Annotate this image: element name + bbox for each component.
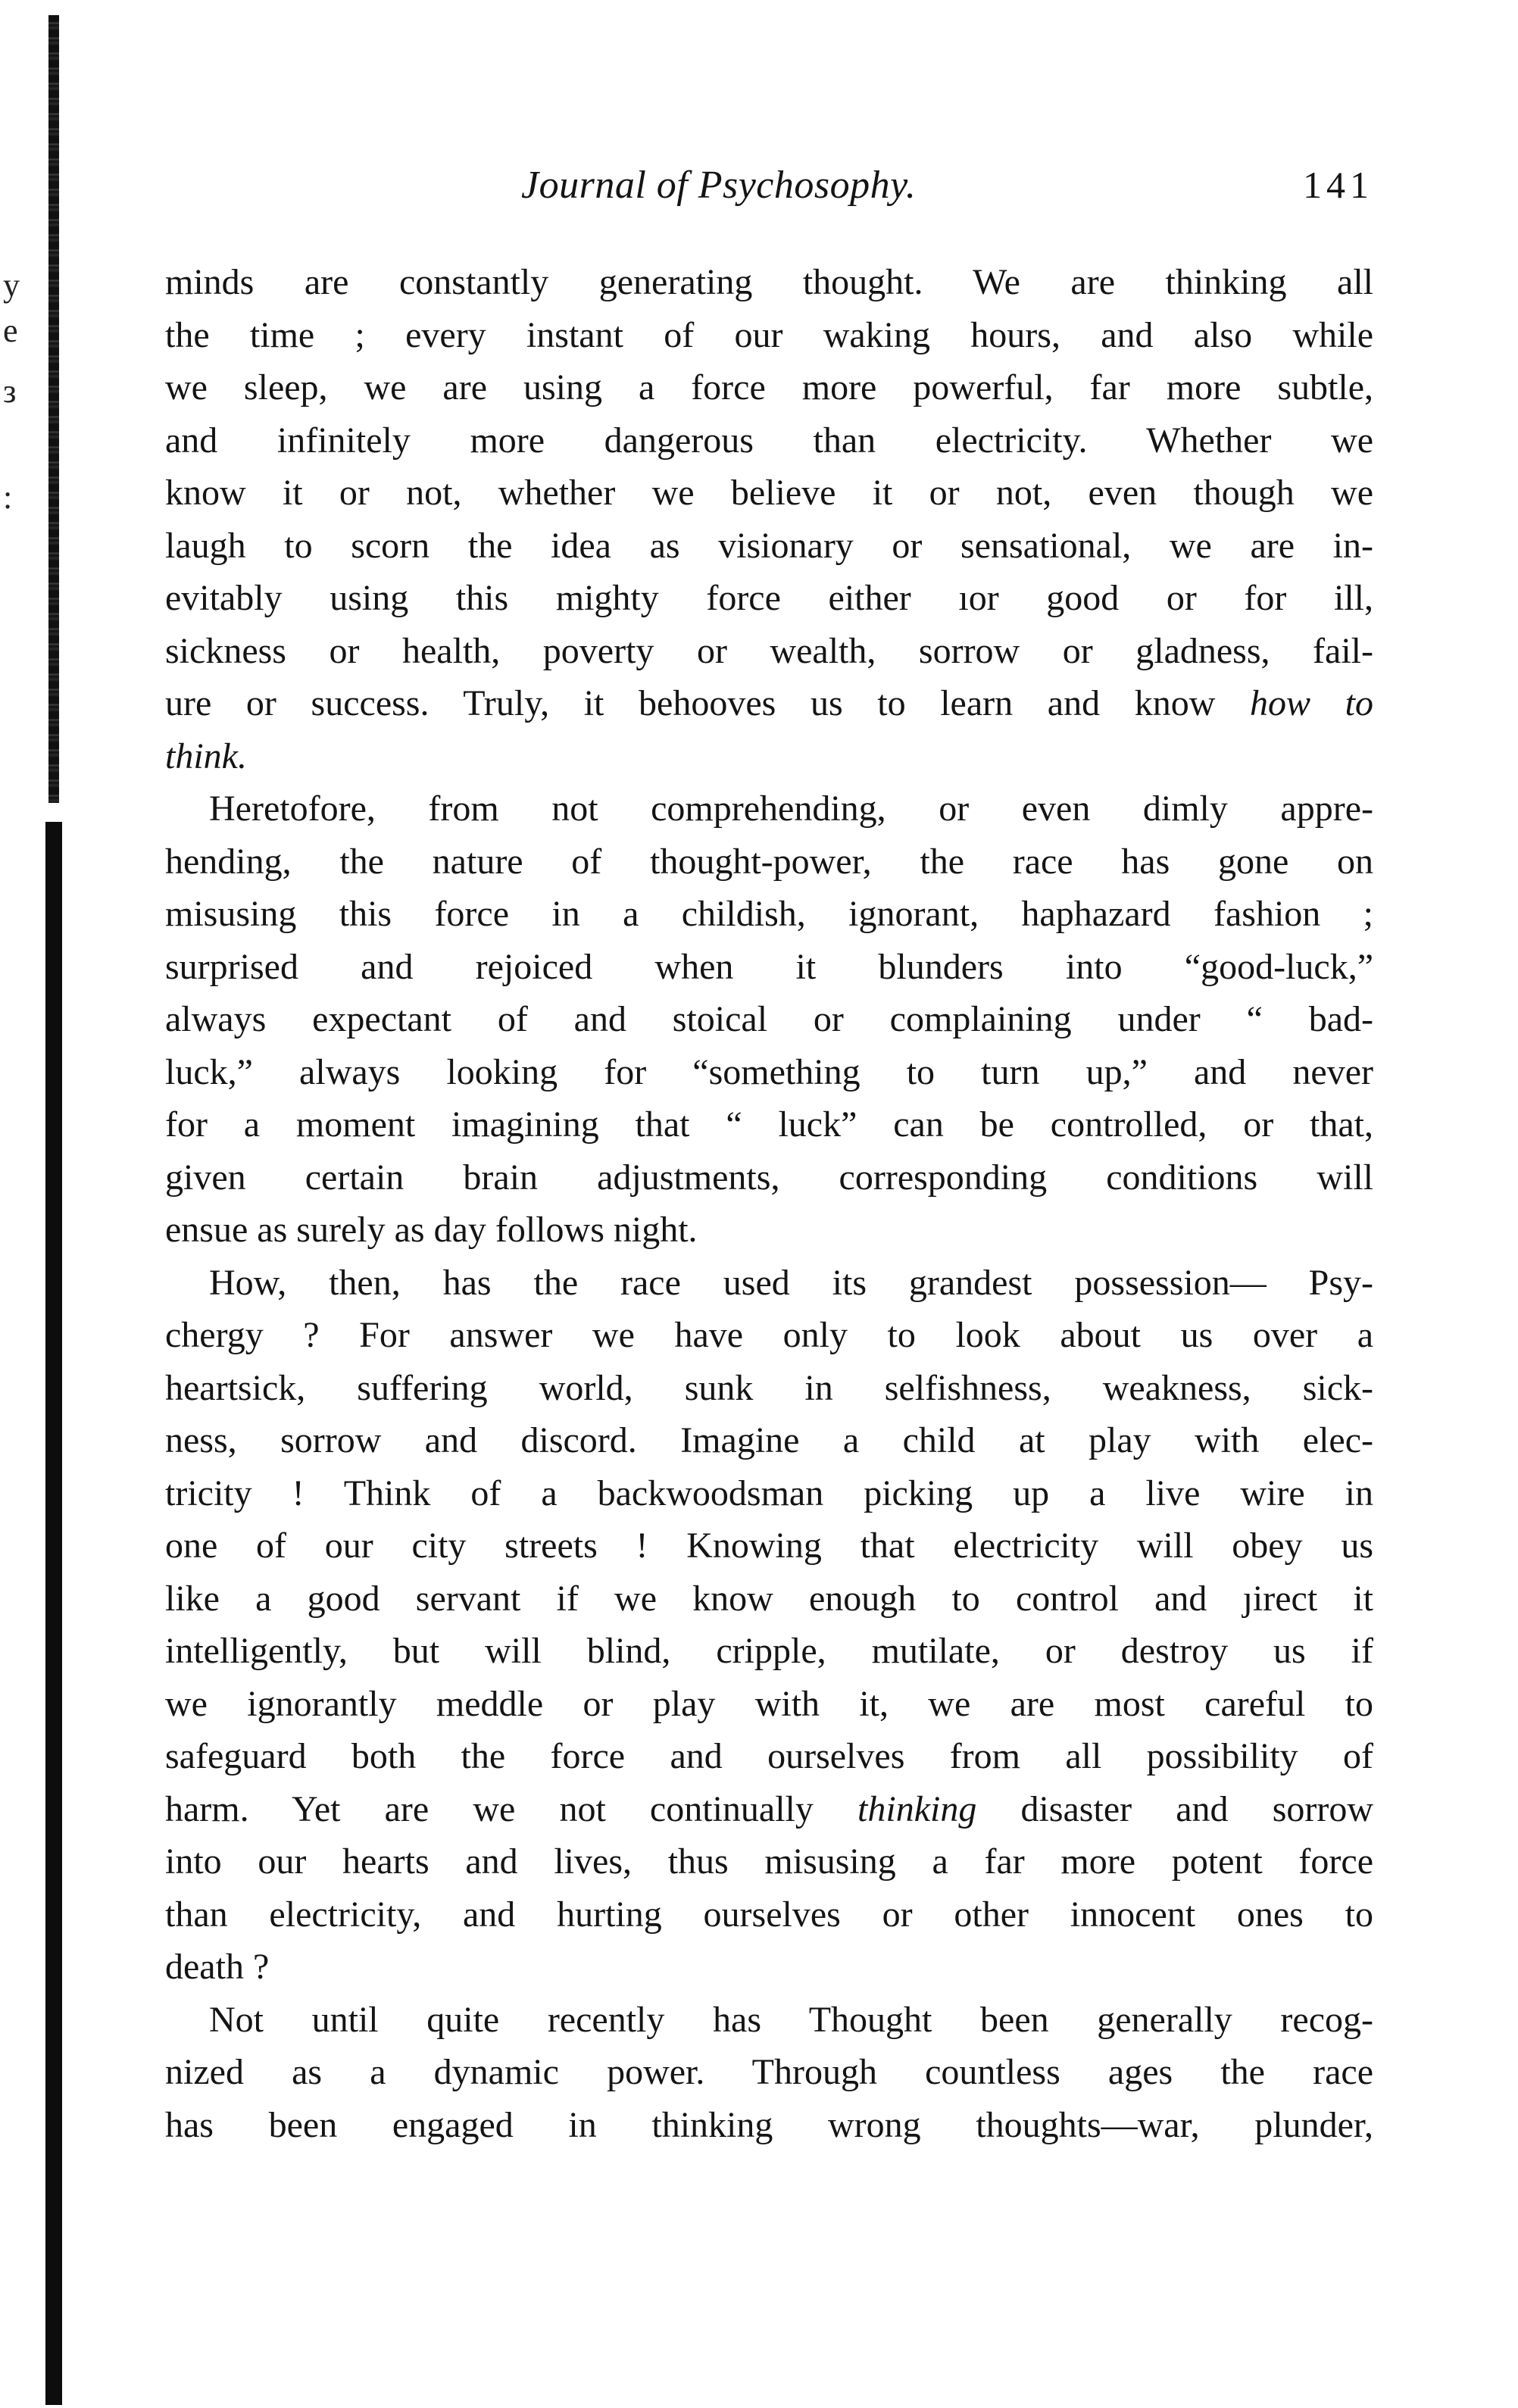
text-line: tricity ! Think of a backwoodsman picking up a live wire in [165,1473,1373,1513]
text-line: nized as a dynamic power. Through countless ages the race [165,2052,1373,2092]
text-line: chergy ? For answer we have only to look about us over a [165,1315,1373,1355]
text-line [165,677,1373,730]
text-line: ness, sorrow and discord. Imagine a child at play with elec- [165,1420,1373,1460]
text-line: hending, the nature of thought-power, the race has gone on [165,841,1373,882]
margin-letter-3: з [3,373,17,410]
binding-shadow-upper [48,15,59,803]
page-header [165,163,1373,216]
text-line: misusing this force in a childish, ignorant, haphazard fashion ; [165,894,1373,934]
text-line: intelligently, but will blind, cripple, mutilate, or destroy us if [165,1631,1373,1671]
margin-letter-4: : [3,479,13,516]
page-number: 141 [1303,164,1373,206]
text-line: and infinitely more dangerous than electricity. Whether we [165,420,1373,461]
text-line: surprised and rejoiced when it blunders into “good-luck,” [165,946,1373,987]
text-line: Heretofore, from not comprehending, or even dimly appre- [209,789,1373,829]
paragraph-2 [165,782,1373,1257]
text-segment: disaster and sorrow [1020,1788,1374,1829]
text-line: sickness or health, poverty or wealth, sorrow or gladness, fail- [165,630,1373,671]
text-line: Not until quite recently has Thought been generally recog- [209,1999,1373,2040]
text-line: into our hearts and lives, thus misusing a far more potent force [165,1841,1373,1882]
paragraph-1 [165,256,1373,782]
text-line [165,730,1373,783]
text-line: know it or not, whether we believe it or not, even though we [165,473,1373,513]
emphasis-text: how to [1250,683,1373,723]
text-line: than electricity, and hurting ourselves or other innocent ones to [165,1894,1373,1935]
text-line: for a moment imagining that “ luck” can be controlled, or that, [165,1104,1373,1145]
text-line: death ? [165,1947,270,1987]
text-line: minds are constantly generating thought. We are thinking all [165,262,1373,302]
text-line: has been engaged in thinking wrong thoughts—war, plunder, [165,2104,1373,2145]
text-line: ensue as surely as day follows night. [165,1210,698,1250]
text-line: safeguard both the force and ourselves from all possibility of [165,1736,1373,1776]
text-line: the time ; every instant of our waking hours, and also while [165,314,1373,355]
text-line [165,1783,1373,1836]
text-line: How, then, has the race used its grandest possession— Psy- [209,1262,1373,1303]
text-line: evitably using this mighty force either ıor good or for ill, [165,578,1373,618]
text-line: heartsick, suffering world, sunk in selfishness, weakness, sick- [165,1367,1373,1408]
text-line: laugh to scorn the idea as visionary or sensational, we are in- [165,525,1373,566]
emphasis-text: think. [165,736,247,776]
text-line: always expectant of and stoical or complaining under “ bad- [165,999,1373,1039]
body-text [165,256,1373,2151]
text-line: we ignorantly meddle or play with it, we are most careful to [165,1683,1373,1724]
margin-letter-1: y [3,267,20,304]
paragraph-4 [165,1994,1373,2152]
paragraph-3 [165,1257,1373,1994]
text-line: given certain brain adjustments, corresponding conditions will [165,1157,1373,1198]
margin-letter-2: e [3,312,18,349]
text-segment: ure or success. Truly, it behooves us to learn and know [165,683,1216,723]
text-line: like a good servant if we know enough to control and ȷirect it [165,1578,1373,1619]
text-line: luck,” always looking for “something to turn up,” and never [165,1051,1373,1092]
running-title: Journal of Psychosophy. [521,164,917,207]
text-line: one of our city streets ! Knowing that electricity will obey us [165,1526,1373,1566]
binding-shadow-lower [45,822,62,2405]
text-line: we sleep, we are using a force more powerful, far more subtle, [165,367,1373,408]
emphasis-text: thinking [857,1788,977,1829]
text-segment: harm. Yet are we not continually [165,1788,814,1829]
